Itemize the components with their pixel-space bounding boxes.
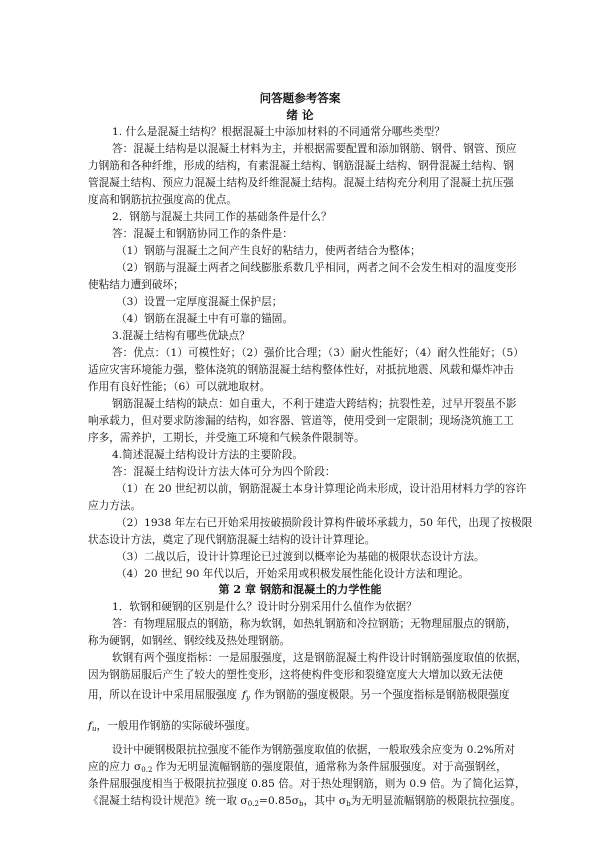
answer-line: 条件屈服强度相当于极限抗拉强度 0.85 倍。对于热处理钢筋，则为 0.9 倍。为了简化运算，: [88, 778, 526, 790]
answer-line: （3）二战以后，设计计算理论已过渡到以概率论为基础的极限状态设计方法。: [116, 551, 485, 563]
answer-line: [88, 687, 509, 706]
text-segment: 《混凝土结构设计规范》统一取 σ: [88, 795, 248, 807]
answer-line: （4）钢筋在混凝土中有可靠的锚固。: [116, 313, 294, 325]
answer-line: 力钢筋和各种纤维，形成的结构，有素混凝土结构、钢筋混凝土结构、钢骨混凝土结构、钢: [88, 160, 514, 172]
text-segment: =0.85σ: [259, 795, 300, 807]
answer-line: 设计中硬钢极限抗拉强度不能作为钢筋强度取值的依据，一般取残余应变为 0.2%所对: [112, 744, 516, 756]
answer-line: 答：混凝土结构是以混凝土材料为主，并根据需要配置和添加钢筋、钢骨、钢管、预应: [112, 143, 517, 155]
stress-subscript: 0.2: [247, 800, 260, 808]
question-2: 2．钢筋与混凝土共同工作的基础条件是什么？: [112, 211, 332, 223]
answer-line: 答：有物理屈服点的钢筋，称为软钢，如热轧钢筋和冷拉钢筋；无物理屈服点的钢筋，: [112, 618, 517, 630]
answer-line: （1）钢筋与混凝土之间产生良好的粘结力，使两者结合为整体；: [116, 245, 421, 257]
yield-strength-symbol: [242, 689, 250, 701]
symbol-letter: f: [88, 720, 92, 732]
text-segment: 用，所以在设计中采用屈服强度: [88, 689, 238, 701]
text-segment: 应的应力 σ: [88, 761, 142, 773]
answer-line: 度高和钢筋抗拉强度高的优点。: [88, 194, 238, 206]
answer-line: （2）钢筋与混凝土两者之间线膨胀系数几乎相同，两者之间不会发生相对的温度变形: [116, 262, 517, 274]
answer-line: [88, 793, 521, 812]
symbol-subscript: u: [91, 725, 97, 733]
answer-line: 钢筋混凝土结构的缺点：如自重大，不利于建造大跨结构；抗裂性差，过早开裂虽不影: [112, 398, 517, 410]
answer-line: 适应灾害环境能力强，整体浇筑的钢筋混凝土结构整体性好，对抵抗地震、风载和爆炸冲击: [88, 364, 514, 376]
answer-line: 称为硬钢，如钢丝、钢绞线及热处理钢筋。: [88, 635, 291, 647]
question-3: 3.混凝土结构有哪些优缺点？: [112, 330, 250, 342]
question-4: 4.简述混凝土结构设计方法的主要阶段。: [112, 449, 304, 461]
stress-subscript: 0.2: [141, 766, 153, 774]
text-segment: 作为无明显流幅钢筋的强度限值，通常称为条件屈服强度。对于高强钢丝，: [155, 761, 507, 773]
answer-line: 因为钢筋屈服后产生了较大的塑性变形，这将使构件变形和裂缝宽度大大增加以致无法使: [88, 669, 504, 681]
answer-line: 答：优点：（1）可模性好；（2）强价比合理；（3）耐火性能好；（4）耐久性能好；（5）: [112, 347, 524, 359]
chapter-heading: 第 2 章 钢筋和混凝土的力学性能: [218, 583, 382, 596]
text-segment: ，其中 σ: [303, 795, 347, 807]
symbol-letter: f: [242, 689, 246, 701]
section-heading: 绪 论: [286, 108, 314, 122]
answer-line: 答：混凝土和钢筋协同工作的条件是：: [112, 228, 293, 240]
answer-line: 应力方法。: [88, 500, 142, 512]
chapter2-question-1: 1．软钢和硬钢的区别是什么？设计时分别采用什么值作为依据？: [112, 601, 417, 613]
answer-line: 管混凝土结构、预应力混凝土结构及纤维混凝土结构。混凝土结构充分利用了混凝土抗压强: [88, 177, 514, 189]
stress-subscript: b: [346, 800, 351, 808]
text-segment: 作为钢筋的强度极限。另一个强度指标是钢筋极限强度: [254, 689, 510, 701]
answer-line: （1）在 20 世纪初以前，钢筋混凝土本身计算理论尚未形成，设计沿用材料力学的容许: [116, 483, 527, 495]
answer-line: 使粘结力遭到破坏；: [88, 279, 184, 291]
text-segment: 为无明显流幅钢筋的极限抗拉强度。: [350, 795, 522, 807]
answer-line: （2）1938 年左右已开始采用按破损阶段计算构件破坏承载力，50 年代，出现了按极限: [116, 517, 533, 529]
answer-line: （3）设置一定厚度混凝土保护层；: [116, 296, 283, 308]
stress-subscript: b: [299, 800, 304, 808]
text-segment: ，一般用作钢筋的实际破坏强度。: [96, 720, 257, 732]
answer-line: 作用有良好性能；（6）可以就地取材。: [88, 381, 271, 393]
answer-line: 软钢有两个强度指标：一是屈服强度，这是钢筋混凝土构件设计时钢筋强度取值的依据，: [112, 652, 528, 664]
answer-line: [88, 718, 256, 737]
doc-title: 问答题参考答案: [259, 91, 341, 105]
ultimate-strength-symbol: [88, 720, 97, 732]
answer-line: 响承载力，但对要求防渗漏的结构，如容器、管道等，使用受到一定限制；现场浇筑施工工: [88, 415, 514, 427]
symbol-subscript: y: [246, 694, 251, 702]
answer-line: 状态设计方法，奠定了现代钢筋混凝土结构的设计计算理论。: [88, 534, 376, 546]
answer-line: 答：混凝土结构设计方法大体可分为四个阶段：: [112, 466, 336, 478]
question-1: 1. 什么是混凝土结构？根据混凝土中添加材料的不同通常分哪些类型？: [112, 126, 445, 138]
answer-line: （4）20 世纪 90 年代以后，开始采用或积极发展性能化设计方法和理论。: [116, 568, 469, 580]
answer-line: 序多，需养护，工期长，并受施工环境和气候条件限制等。: [88, 432, 365, 444]
